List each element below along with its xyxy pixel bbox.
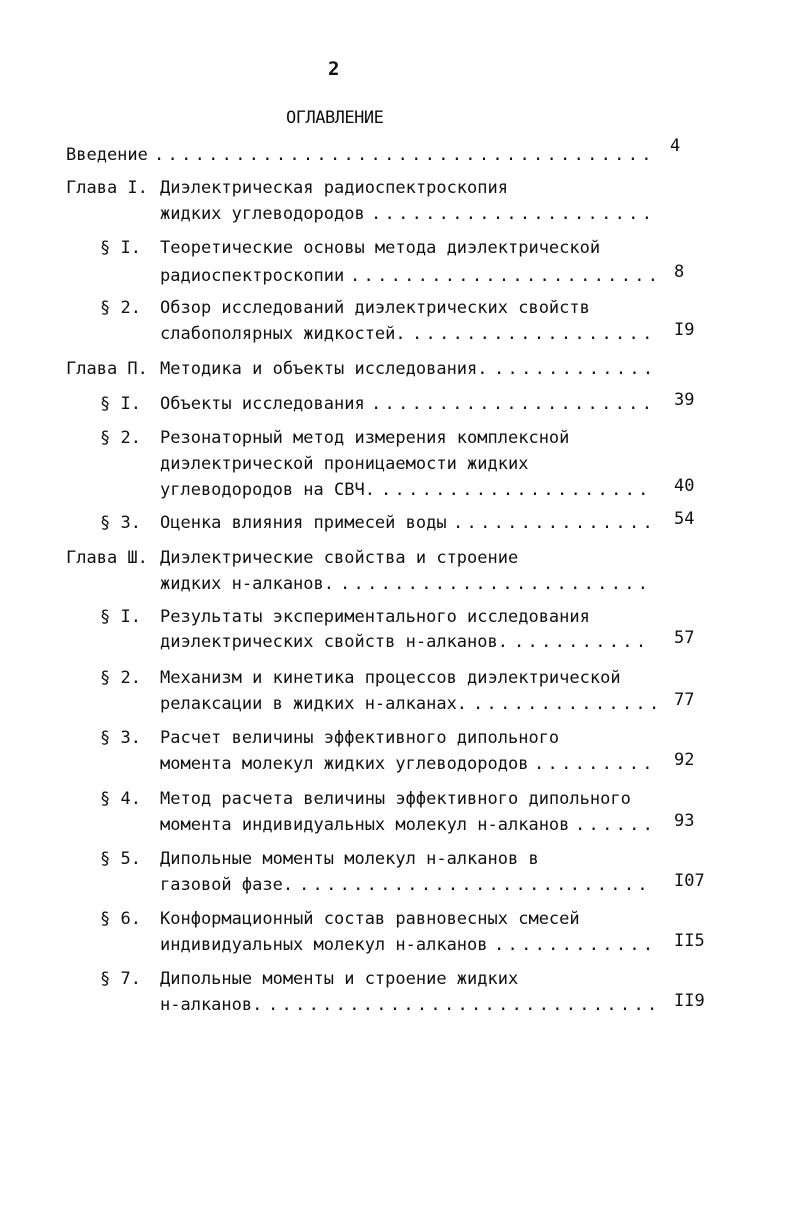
chapter-label: Глава Ш. [66,548,148,568]
chapter-title-line: Диэлектрические свойства и строение [160,548,519,568]
dot-leader: ............................. [268,995,661,1015]
section-page: 39 [674,390,695,410]
dot-leader: ....................... [350,266,662,286]
dot-leader: .............. [473,694,663,714]
chapter-label: Глава I. [66,178,148,198]
section-label: § I. [100,607,141,627]
dot-leader: ....................... [340,574,652,594]
section-title-line: н-алканов. [160,995,263,1015]
dot-leader: ..................... [371,394,656,414]
dot-leader: .................... [381,480,652,500]
dot-leader: ............ [494,359,657,379]
dot-leader: ..................................... [154,145,655,165]
intro-label: Введение [66,145,148,165]
section-page: 8 [674,262,685,282]
section-page: 40 [674,476,695,496]
dot-leader: .......... [514,632,650,652]
section-title-line: индивидуальных молекул н-алканов [160,935,488,955]
section-title-line: слабополярных жидкостей. [160,324,406,344]
section-page: II9 [674,991,705,1011]
section-page: 92 [674,750,695,770]
dot-leader: .................. [412,324,656,344]
section-page: 93 [674,811,695,831]
section-label: § 2. [100,298,141,318]
section-title-line: Расчет величины эффективного дипольного [160,728,560,748]
section-title-line: момента индивидуальных молекул н-алканов [160,815,570,835]
chapter-title-line: жидких н-алканов. [160,574,334,594]
section-title-line: Объекты исследования [160,394,365,414]
section-title-line: Результаты экспериментального исследования [160,607,590,627]
section-title-line: Оценка влияния примесей воды [160,513,447,533]
section-title-line: Метод расчета величины эффективного дипольного [160,789,631,809]
section-page: I9 [674,320,695,340]
section-page: II5 [674,931,705,951]
section-title-line: релаксации в жидких н-алканах. [160,694,468,714]
section-page: 77 [674,690,695,710]
section-title-line: диэлектрических свойств н-алканов. [160,632,508,652]
section-title-line: радиоспектроскопии [160,266,345,286]
chapter-title-line: Методика и объекты исследования. [160,359,488,379]
section-title-line: Дипольные моменты молекул н-алканов в [160,849,539,869]
section-title-line: газовой фазе. [160,875,294,895]
section-page: 54 [674,509,695,529]
page-number: 2 [328,58,340,80]
section-title-line: Дипольные моменты и строение жидких [160,969,519,989]
intro-page: 4 [670,136,681,156]
section-label: § 2. [100,668,141,688]
section-title-line: Конформационный состав равновесных смесей [160,909,580,929]
dot-leader: ............ [494,935,657,955]
section-label: § I. [100,394,141,414]
section-label: § 5. [100,849,141,869]
dot-leader: .......................... [299,875,651,895]
section-page: I07 [674,871,705,891]
section-label: § 4. [100,789,141,809]
section-title-line: Теоретические основы метода диэлектрической [160,238,601,258]
section-label: § 3. [100,513,141,533]
section-title-line: Обзор исследований диэлектрических свойств [160,298,590,318]
dot-leader: ...... [575,815,657,835]
section-label: § 2. [100,428,141,448]
section-label: § 6. [100,909,141,929]
section-label: § I. [100,238,141,258]
section-title-line: Механизм и кинетика процессов диэлектрической [160,668,621,688]
section-title-line: углеводородов на СВЧ. [160,480,375,500]
section-title-line: диэлектрической проницаемости жидких [160,454,529,474]
dot-leader: ............... [453,513,657,533]
dot-leader: ..................... [371,204,656,224]
chapter-title-line: жидких углеводородов [160,204,365,224]
chapter-title-line: Диэлектрическая радиоспектроскопия [160,178,508,198]
dot-leader: ......... [534,754,656,774]
section-label: § 7. [100,969,141,989]
toc-title: ОГЛАВЛЕНИЕ [286,108,384,128]
section-title-line: Резонаторный метод измерения комплексной [160,428,570,448]
section-page: 57 [674,628,695,648]
chapter-label: Глава П. [66,359,148,379]
section-label: § 3. [100,728,141,748]
section-title-line: момента молекул жидких углеводородов [160,754,529,774]
